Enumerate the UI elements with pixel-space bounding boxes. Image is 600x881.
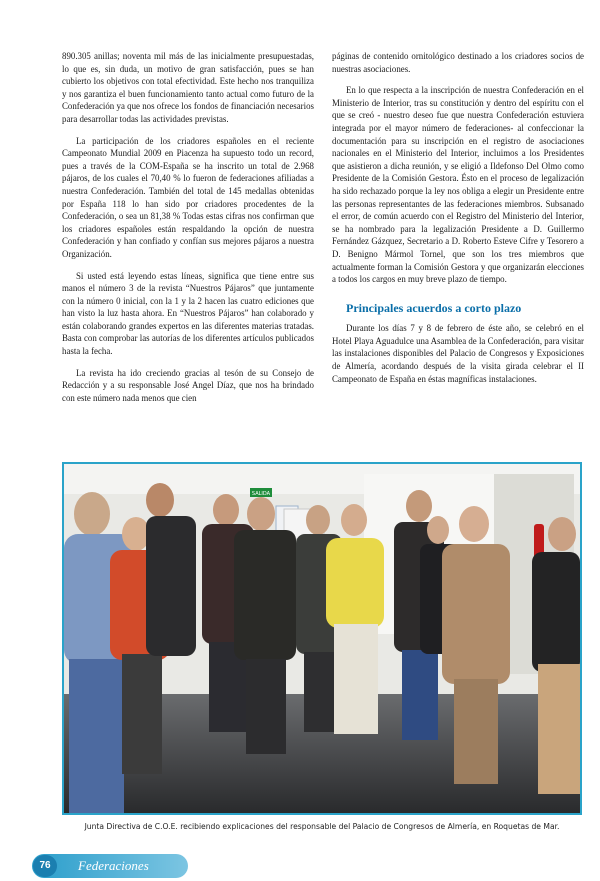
section-name: Federaciones <box>78 858 149 873</box>
paragraph: En lo que respecta a la inscripción de nuestra Confederación en el Ministerio de Interior, tras su constitución y dentro del espíritu con el que se creó - nuestro deseo fue que nuestra Confederación estuviera integrada por el mayor número de federaciones- al confeccionar la documentación para su inscripción en el registro de asociaciones nacionales en el Ministerio del Interior, incluimos a los Presidentes que asistieron a dicha reunión, y se eligió a Ildefonso Del Olmo como Presidente de la Comisión Gestora. Ésto en el proceso de legalización ha sido rechazado porque la ley nos obliga a elegir un Presidente entre las personas representantes de las federaciones miembros. Subsanado el error, de común acuerdo con el Registro del Ministerio del Interior, se ha nombrado para la legalización Presidente a D. Guillermo Fernández Gázquez, Secretario a D. Roberto Esteve Cifre y Tesorero a D. Benigno Mármol Tornel, que son los tres miembros que actualmente forman la Comisión Gestora y que organizarán elecciones a todos los cargos en muy breve plazo de tiempo. <box>332 85 584 285</box>
group-photo-illustration <box>64 464 580 813</box>
paragraph: páginas de contenido ornitológico destinado a los criadores socios de nuestras asociaciones. <box>332 51 584 74</box>
paragraph: Durante los días 7 y 8 de febrero de éste año, se celebró en el Hotel Playa Aguadulce una Asamblea de la Confederación, para visitar las instalaciones disponibles del Palacio de Congresos y Exposiciones de Almería, acordando después de la visita girada celebrar el II Campeonato de España en éstas magníficas instalaciones. <box>332 323 584 384</box>
page-number: 76 <box>33 855 57 877</box>
paragraph: La revista ha ido creciendo gracias al tesón de su Consejo de Redacción y a su responsable José Angel Díaz, que nos ha brindado con este número nada menos que cien <box>62 367 314 403</box>
photo-caption: Junta Directiva de C.O.E. recibiendo explicaciones del responsable del Palacio de Congresos de Almería, en Roquetas de Mar. <box>84 822 560 831</box>
paragraph: La participación de los criadores españoles en el reciente Campeonato Mundial 2009 en Piacenza ha supuesto todo un record, pues a través de la COM-España se ha inscrito un total de 2.968 pájaros, de los cuales el 70,40 % lo fueron de federaciones afiliadas a nuestra Confederación. También del total de 145 medallas obtenidas por España 118 lo han sido por criadores procedentes de la Confederación, o sea un 81,38 % Todas estas cifras nos confirman que los criadores españoles están respaldando la opción de nuestra Confederación y han confiado y confían sus mejores pájaros a nuestra Organización. <box>62 135 314 259</box>
left-text-column <box>62 50 314 413</box>
right-text-column <box>332 50 584 394</box>
section-heading: Principales acuerdos a corto plazo <box>346 300 522 315</box>
group-photo <box>62 462 582 815</box>
svg-text:SALIDA: SALIDA <box>251 491 271 497</box>
paragraph: Si usted está leyendo estas líneas, significa que tiene entre sus manos el número 3 de la revista “Nuestros Pájaros” que juntamente con la número 0 inicial, con la 1 y la 2 hacen las cuatro ediciones que han visto la luz hasta ahora. En “Nuestros Pájaros” han colaborado y están colaborando grandes expertos en las diferentes materias tratadas. Basta con comprobar las autorías de los diferentes artículos publicados hasta la fecha. <box>62 270 314 357</box>
paragraph: 890.305 anillas; noventa mil más de las inicialmente presupuestadas, lo que es, sin duda, un motivo de gran satisfacción, pues se han cubierto los objetivos con total efectividad. Este hecho nos tranquiliza y nos garantiza el buen funcionamiento tanto actual como futuro de la Confederación ya que nos ofrece los fondos de financiación necesarios para desarrollar todas las actividades previstas. <box>62 51 314 124</box>
